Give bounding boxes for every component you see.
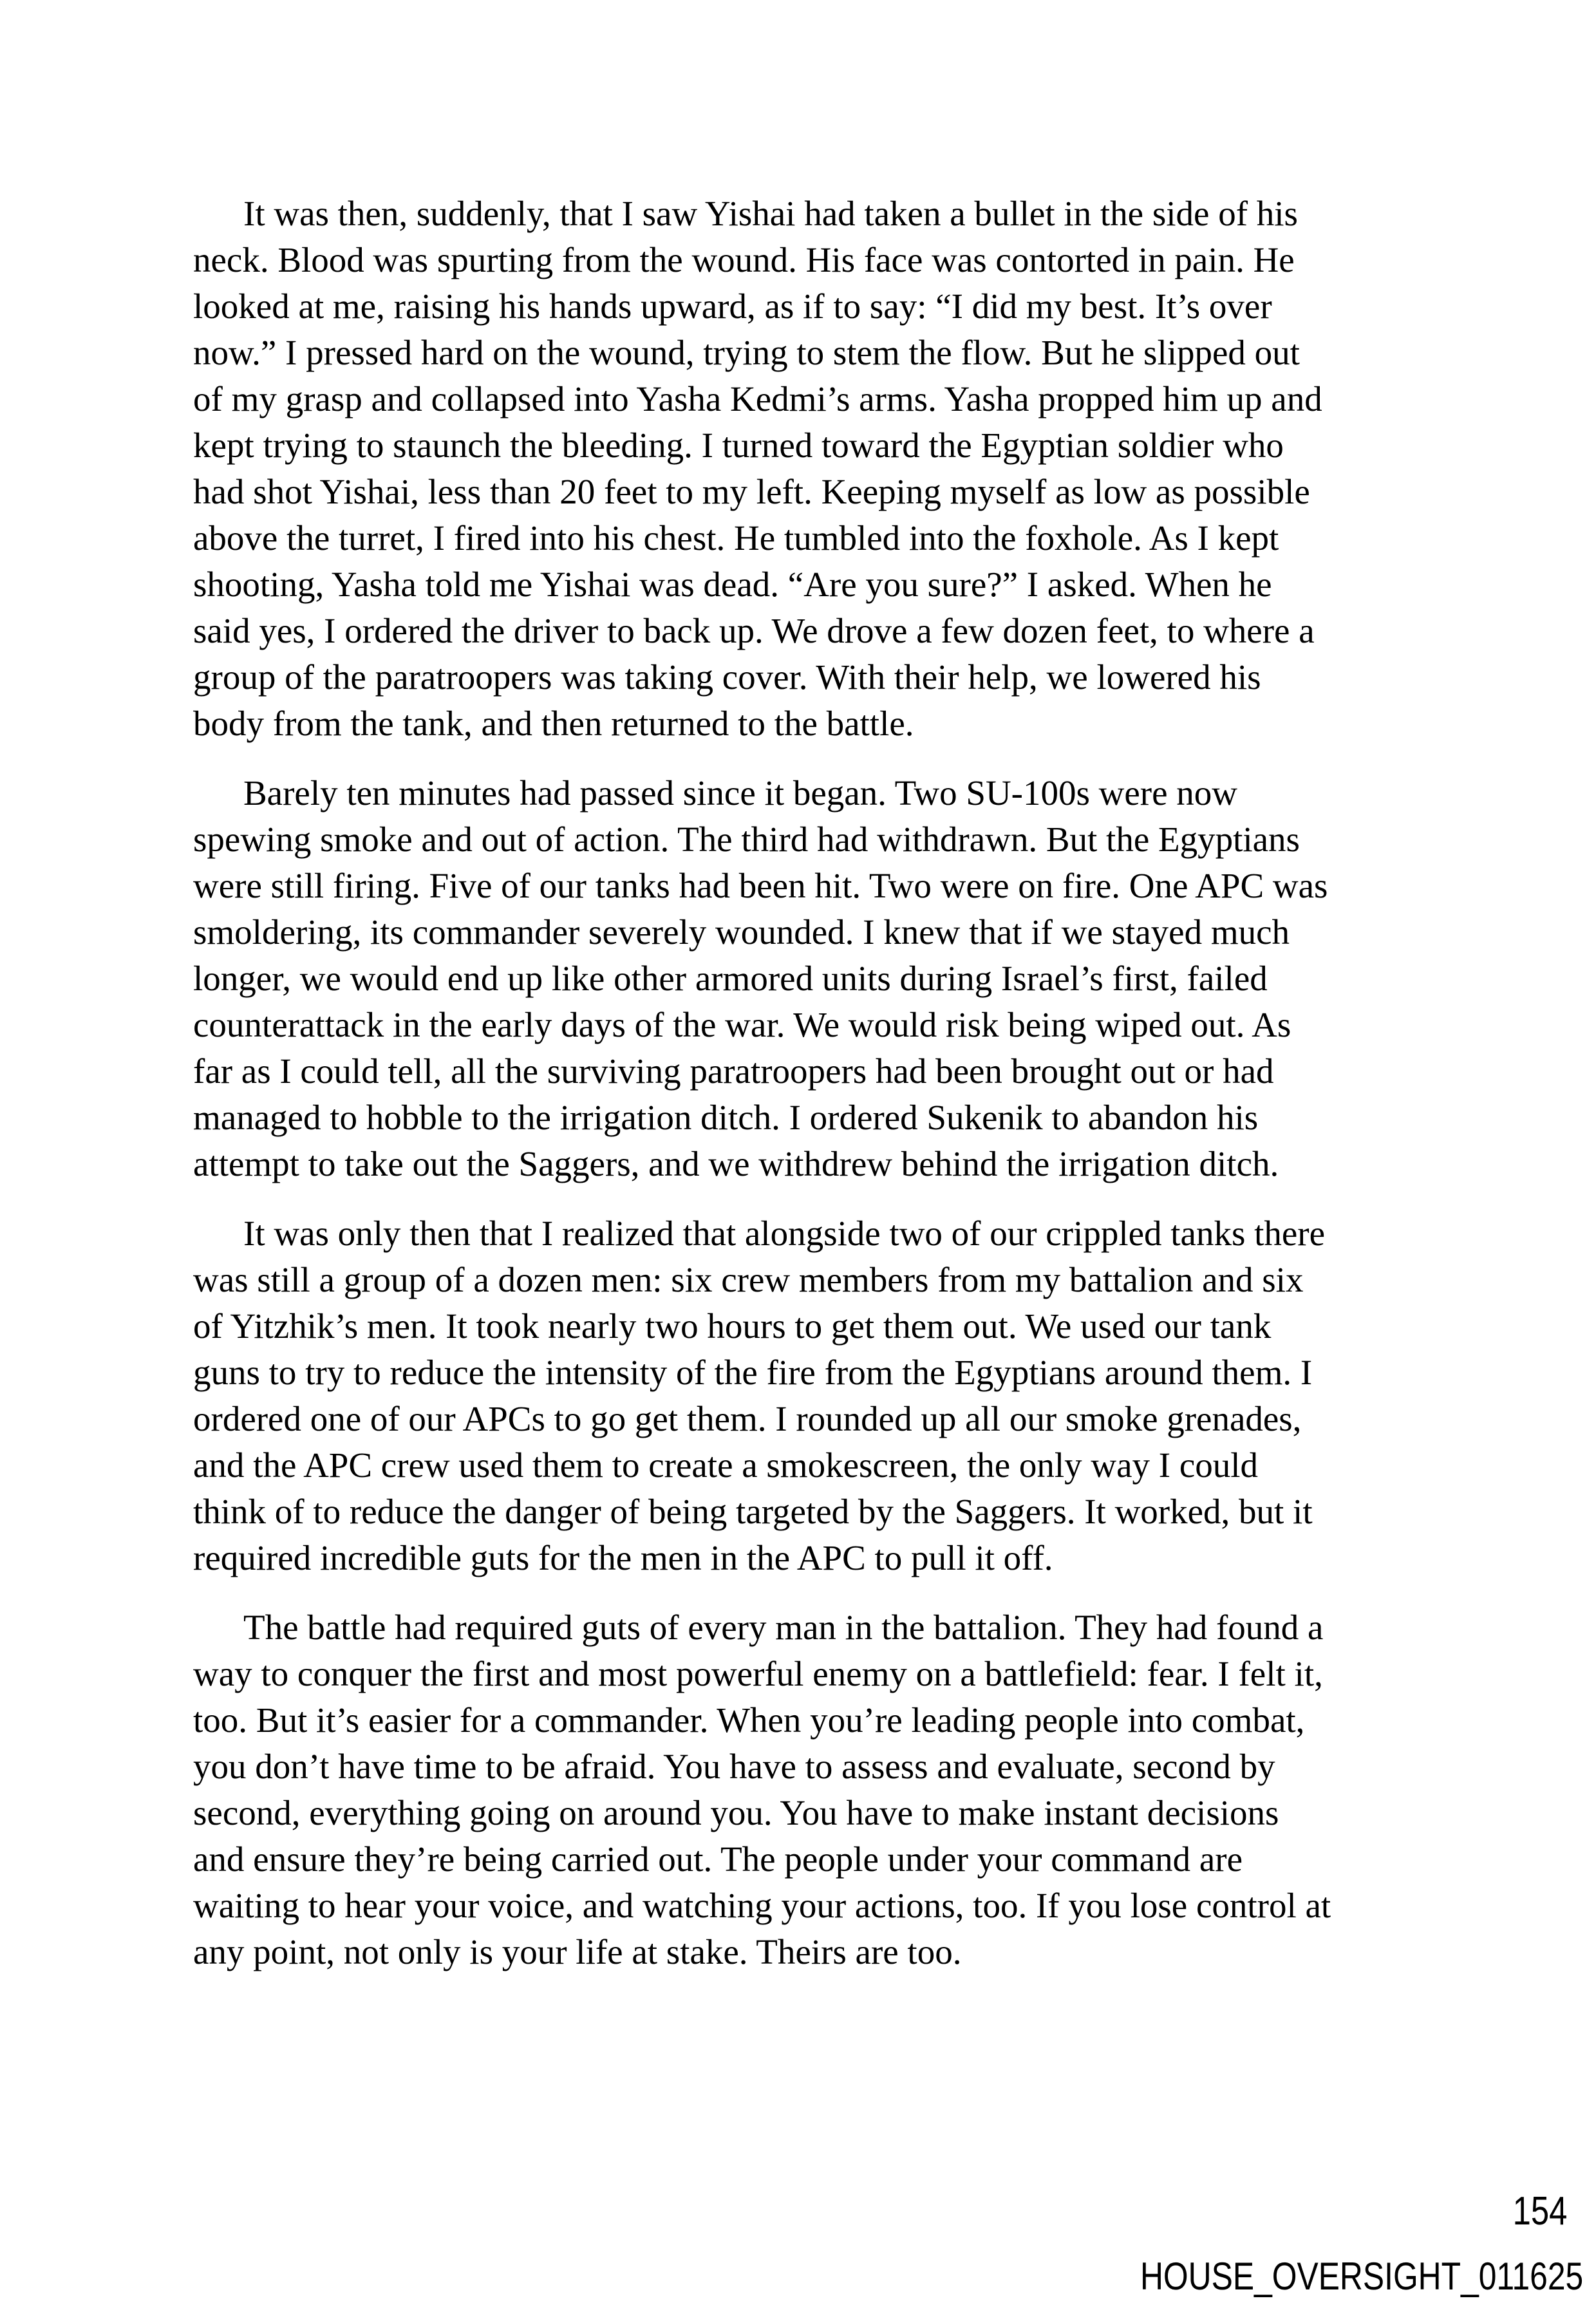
text-line: were still firing. Five of our tanks had been hit. Two were on fire. One APC was: [193, 866, 1328, 905]
page-number: 154: [1512, 2189, 1567, 2233]
text-line: second, everything going on around you. You have to make instant decisions: [193, 1793, 1279, 1832]
text-line: smoldering, its commander severely wounded. I knew that if we stayed much: [193, 912, 1290, 952]
text-line: think of to reduce the danger of being targeted by the Saggers. It worked, but it: [193, 1492, 1313, 1531]
text-line: group of the paratroopers was taking cover. With their help, we lowered his: [193, 657, 1261, 697]
text-line: of Yitzhik’s men. It took nearly two hours to get them out. We used our tank: [193, 1306, 1272, 1346]
paragraph: [193, 191, 1331, 747]
text-line: far as I could tell, all the surviving paratroopers had been brought out or had: [193, 1051, 1274, 1091]
text-line: managed to hobble to the irrigation ditch. I ordered Sukenik to abandon his: [193, 1098, 1259, 1137]
text-line: required incredible guts for the men in the APC to pull it off.: [193, 1538, 1053, 1577]
text-line: was still a group of a dozen men: six crew members from my battalion and six: [193, 1260, 1304, 1299]
paragraph: [193, 1210, 1331, 1581]
text-line: spewing smoke and out of action. The third had withdrawn. But the Egyptians: [193, 820, 1300, 859]
paragraph: [193, 1604, 1331, 1975]
text-line: longer, we would end up like other armored units during Israel’s first, failed: [193, 959, 1268, 998]
text-line: looked at me, raising his hands upward, as if to say: “I did my best. It’s over: [193, 287, 1272, 326]
text-line: kept trying to staunch the bleeding. I turned toward the Egyptian soldier who: [193, 426, 1284, 465]
text-line: attempt to take out the Saggers, and we withdrew behind the irrigation ditch.: [193, 1144, 1279, 1183]
text-line: The battle had required guts of every man in the battalion. They had found a: [243, 1608, 1324, 1647]
text-line: above the turret, I fired into his chest. He tumbled into the foxhole. As I kept: [193, 518, 1279, 558]
text-line: now.” I pressed hard on the wound, trying to stem the flow. But he slipped out: [193, 333, 1300, 372]
text-line: shooting, Yasha told me Yishai was dead. “Are you sure?” I asked. When he: [193, 565, 1272, 604]
text-line: said yes, I ordered the driver to back up. We drove a few dozen feet, to where a: [193, 611, 1315, 650]
text-line: of my grasp and collapsed into Yasha Kedmi’s arms. Yasha propped him up and: [193, 379, 1322, 418]
text-line: neck. Blood was spurting from the wound. His face was contorted in pain. He: [193, 240, 1295, 279]
paragraph: [193, 770, 1331, 1187]
text-line: you don’t have time to be afraid. You have to assess and evaluate, second by: [193, 1747, 1275, 1786]
text-line: ordered one of our APCs to go get them. I rounded up all our smoke grenades,: [193, 1399, 1302, 1438]
text-line: any point, not only is your life at stake. Theirs are too.: [193, 1932, 962, 1971]
text-line: had shot Yishai, less than 20 feet to my left. Keeping myself as low as possible: [193, 472, 1310, 511]
text-line: guns to try to reduce the intensity of the fire from the Egyptians around them. I: [193, 1353, 1313, 1392]
text-line: too. But it’s easier for a commander. When you’re leading people into combat,: [193, 1700, 1305, 1740]
text-line: counterattack in the early days of the war. We would risk being wiped out. As: [193, 1005, 1291, 1044]
body-text: [193, 191, 1331, 1998]
text-line: It was only then that I realized that alongside two of our crippled tanks there: [243, 1214, 1326, 1253]
text-line: and the APC crew used them to create a smokescreen, the only way I could: [193, 1445, 1259, 1485]
text-line: waiting to hear your voice, and watching your actions, too. If you lose control at: [193, 1886, 1331, 1925]
text-line: and ensure they’re being carried out. The people under your command are: [193, 1839, 1243, 1879]
bates-stamp: HOUSE_OVERSIGHT_011625: [1140, 2255, 1583, 2298]
text-line: Barely ten minutes had passed since it began. Two SU-100s were now: [243, 773, 1237, 813]
text-line: way to conquer the first and most powerful enemy on a battlefield: fear. I felt it,: [193, 1654, 1323, 1693]
text-line: It was then, suddenly, that I saw Yishai had taken a bullet in the side of his: [243, 194, 1298, 233]
text-line: body from the tank, and then returned to the battle.: [193, 704, 914, 743]
